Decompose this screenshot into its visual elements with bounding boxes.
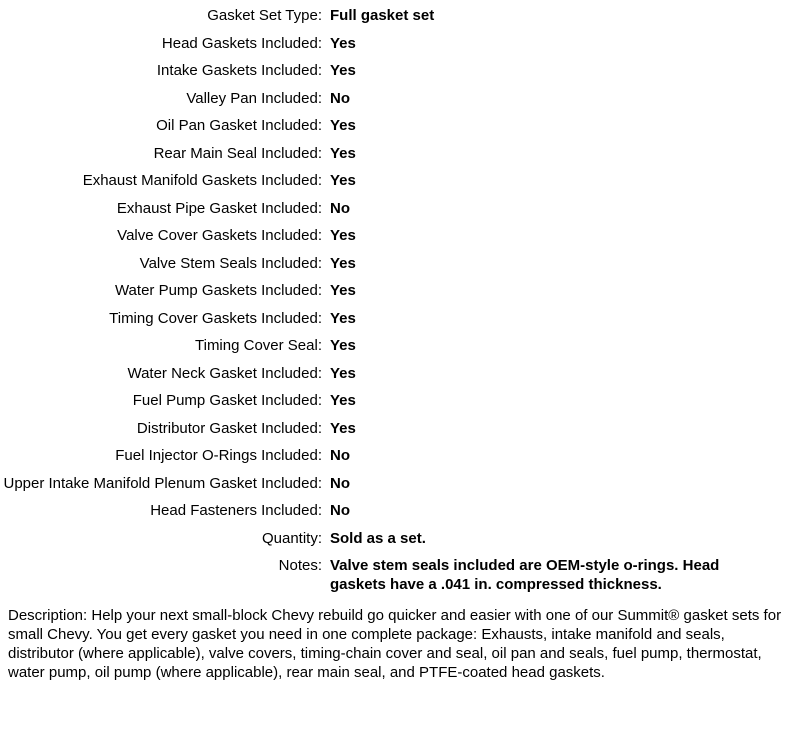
spec-label: Water Pump Gaskets Included: [114,282,322,299]
spec-table [0,6,775,594]
spec-label: Oil Pan Gasket Included: [156,117,322,134]
spec-value: Yes [330,117,356,134]
spec-row [0,89,775,117]
spec-label: Timing Cover Gaskets Included: [109,309,322,327]
spec-label: Head Gaskets Included: [161,34,322,52]
spec-row [0,446,775,474]
spec-label: Upper Intake Manifold Plenum Gasket Included: [3,474,322,492]
spec-label: Valve Cover Gaskets Included: [117,227,322,244]
spec-row [0,529,775,557]
spec-value: Valve stem seals included are OEM-style o-rings. Head gaskets have a .041 in. compressed thickness. [330,557,720,593]
spec-value: Full gasket set [330,7,435,24]
spec-row [0,144,775,172]
spec-value: No [330,89,350,107]
spec-value: Yes [330,309,356,327]
spec-row [0,501,775,529]
spec-value: Yes [330,172,356,189]
spec-label: Valve Stem Seals Included: [139,254,322,272]
spec-row [0,281,775,309]
spec-value: Yes [330,419,356,437]
spec-row [0,34,775,62]
spec-label: Head Fasteners Included: [150,502,322,519]
spec-value: Yes [330,34,356,52]
spec-row [0,61,775,89]
spec-row [0,556,775,594]
product-description: Description: Help your next small-block Chevy rebuild go quicker and easier with one of our Summit® gasket sets for small Chevy. You get every gasket you need in one complete package: Exhausts, intake manifold and seals, distributor (where applicable), valve covers, timing-chain cover and seal, oil pan and seals, fuel pump, thermostat, water pump, oil pump (where applicable), rear main seal, and PTFE-coated head gaskets. [8,607,782,681]
spec-value: No [330,474,350,492]
spec-row [0,419,775,447]
spec-label: Valley Pan Included: [186,89,322,107]
spec-value: Yes [330,364,356,382]
spec-label: Water Neck Gasket Included: [127,364,322,382]
spec-row [0,116,775,144]
spec-label: Fuel Pump Gasket Included: [132,392,322,409]
spec-value: Yes [330,392,356,409]
spec-value: Yes [330,282,356,299]
spec-row [0,199,775,227]
spec-row [0,226,775,254]
spec-value: Yes [330,254,356,272]
spec-row [0,254,775,282]
spec-row [0,309,775,337]
spec-row [0,364,775,392]
spec-value: No [330,199,350,217]
spec-label: Notes: [278,557,322,574]
spec-row [0,474,775,502]
spec-value: Sold as a set. [330,529,426,547]
spec-value: Yes [330,227,356,244]
spec-label: Intake Gaskets Included: [156,62,322,79]
spec-value: No [330,502,350,519]
spec-row [0,336,775,364]
spec-label: Timing Cover Seal: [195,337,322,354]
spec-label: Quantity: [261,529,322,547]
spec-label: Distributor Gasket Included: [136,419,322,437]
spec-label: Rear Main Seal Included: [153,144,322,162]
spec-value: Yes [330,337,356,354]
spec-value: Yes [330,144,356,162]
spec-label: Exhaust Pipe Gasket Included: [116,199,322,217]
spec-value: Yes [330,62,356,79]
spec-label: Exhaust Manifold Gaskets Included: [82,172,322,189]
spec-row [0,171,775,199]
spec-row [0,6,775,34]
spec-label: Fuel Injector O-Rings Included: [115,447,322,464]
spec-label: Gasket Set Type: [207,7,322,24]
spec-row [0,391,775,419]
spec-value: No [330,447,350,464]
